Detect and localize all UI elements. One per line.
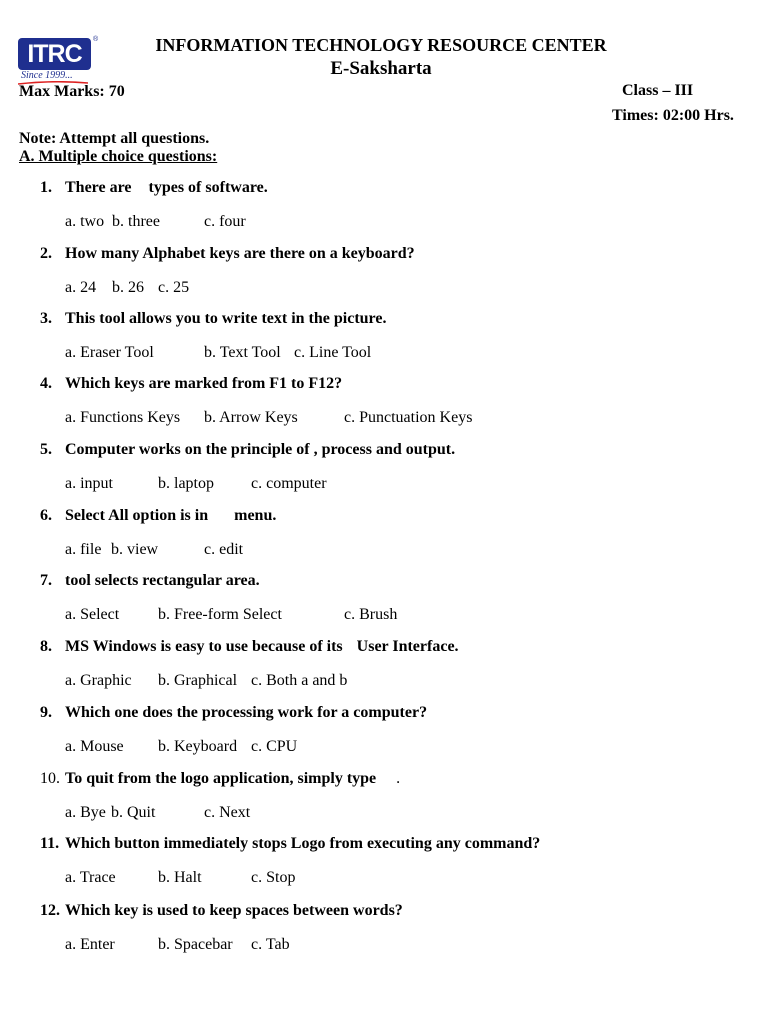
question-11 [40, 835, 760, 853]
question-text: Which keys are marked from F1 to F12? [65, 375, 343, 392]
question-number: 6. [40, 507, 52, 524]
option-a: a. Eraser Tool [65, 344, 154, 361]
question-text: tool selects rectangular area. [65, 572, 260, 589]
max-marks: Max Marks: 70 [19, 83, 125, 100]
option-c: c. Punctuation Keys [344, 409, 473, 426]
question-text-continued: types of software. [148, 179, 268, 196]
logo-tagline: Since 1999... [21, 70, 73, 81]
question-3 [40, 310, 760, 328]
option-b: b. Keyboard [158, 738, 238, 755]
question-12 [40, 902, 760, 920]
option-b: b. Halt [158, 869, 202, 886]
option-b: b. Arrow Keys [204, 409, 298, 426]
question-number: 9. [40, 704, 52, 721]
option-b: b. Graphical [158, 672, 238, 689]
question-number: 4. [40, 375, 52, 392]
section-heading: A. Multiple choice questions: [19, 148, 218, 165]
option-c: c. computer [251, 475, 327, 492]
option-b: b. Text Tool [204, 344, 281, 361]
option-a: a. file [65, 541, 102, 558]
option-b: b. laptop [158, 475, 214, 492]
question-4 [40, 375, 760, 393]
question-text: Which button immediately stops Logo from executing any command? [65, 835, 541, 852]
option-b: b. view [111, 541, 159, 558]
option-b: b. three [112, 213, 160, 230]
question-number: 8. [40, 638, 52, 655]
option-c: c. Both a and b [251, 672, 348, 689]
organization-title: INFORMATION TECHNOLOGY RESOURCE CENTER [155, 35, 607, 55]
question-9 [40, 704, 760, 722]
option-b: b. Spacebar [158, 936, 233, 953]
option-a: a. Mouse [65, 738, 124, 755]
question-text: MS Windows is easy to use because of its [65, 638, 343, 655]
option-c: c. CPU [251, 738, 298, 755]
program-title: E-Saksharta [330, 58, 432, 79]
option-a: a. 24 [65, 279, 97, 296]
question-6 [40, 507, 760, 525]
option-c: c. Next [204, 804, 251, 821]
option-c: c. Tab [251, 936, 290, 953]
question-1 [40, 179, 760, 197]
class-label: Class – III [622, 82, 694, 99]
question-number: 11. [40, 835, 60, 852]
question-text: To quit from the logo application, simply type [65, 770, 377, 787]
option-a: a. Functions Keys [65, 409, 181, 426]
question-text: Which key is used to keep spaces between words? [65, 902, 403, 919]
option-a: a. Graphic [65, 672, 132, 689]
question-text-continued: menu. [234, 507, 277, 524]
option-c: c. Line Tool [294, 344, 372, 361]
logo-mark: ITRC [18, 38, 91, 70]
registered-mark: ® [93, 36, 99, 43]
question-text: Select All option is in [65, 507, 209, 524]
question-10 [40, 770, 760, 788]
question-5 [40, 441, 760, 459]
option-b: b. Free-form Select [158, 606, 282, 623]
option-c: c. edit [204, 541, 244, 558]
question-number: 3. [40, 310, 52, 327]
question-number: 10. [40, 770, 60, 787]
option-a: a. Enter [65, 936, 115, 953]
exam-duration: Times: 02:00 Hrs. [612, 107, 734, 124]
question-2 [40, 245, 760, 263]
option-c: c. four [204, 213, 246, 230]
question-number: 7. [40, 572, 52, 589]
question-number: 5. [40, 441, 52, 458]
question-text-continued: . [396, 770, 401, 787]
question-8 [40, 638, 760, 656]
question-number: 1. [40, 179, 52, 196]
option-a: a. two [65, 213, 105, 230]
option-c: c. 25 [158, 279, 190, 296]
option-b: b. 26 [112, 279, 144, 296]
instructions-note: Note: Attempt all questions. [19, 130, 210, 147]
question-text: There are [65, 179, 132, 196]
option-a: a. input [65, 475, 113, 492]
question-7 [40, 572, 760, 590]
option-c: c. Brush [344, 606, 398, 623]
option-a: a. Select [65, 606, 120, 623]
option-a: a. Bye [65, 804, 106, 821]
question-text: How many Alphabet keys are there on a keyboard? [65, 245, 415, 262]
question-number: 2. [40, 245, 52, 262]
question-text: This tool allows you to write text in the picture. [65, 310, 387, 327]
question-text: Computer works on the principle of , process and output. [65, 441, 456, 458]
question-text: Which one does the processing work for a computer? [65, 704, 428, 721]
option-b: b. Quit [111, 804, 156, 821]
question-number: 12. [40, 902, 60, 919]
question-text-continued: User Interface. [356, 638, 459, 655]
option-c: c. Stop [251, 869, 296, 886]
option-a: a. Trace [65, 869, 116, 886]
